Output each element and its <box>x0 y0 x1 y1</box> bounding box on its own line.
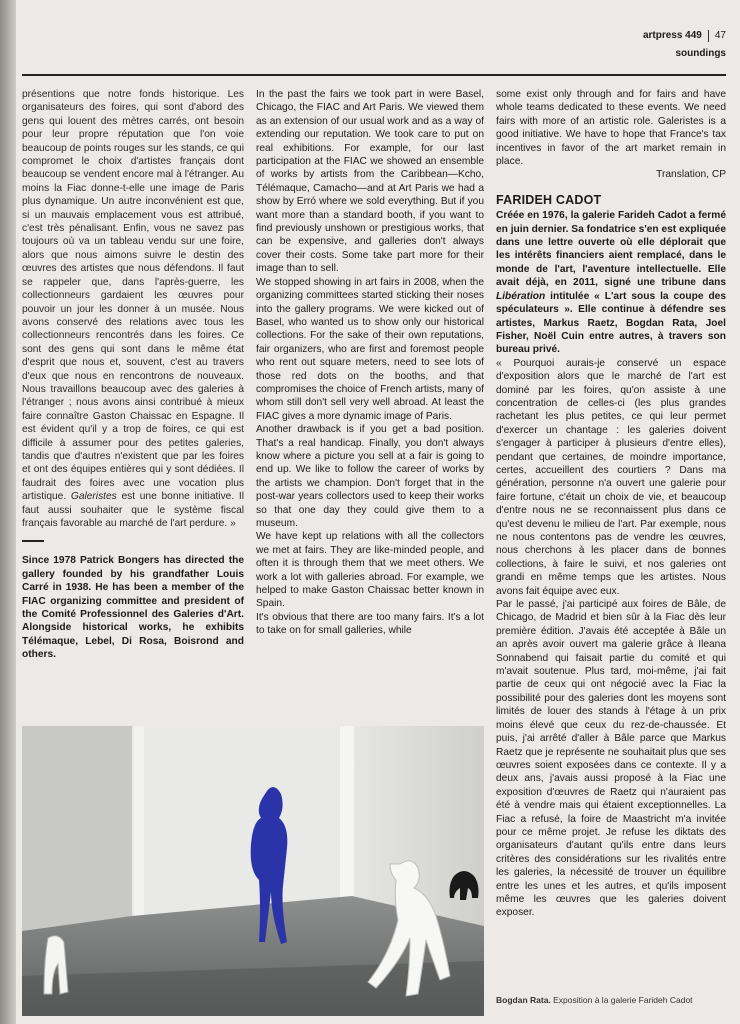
photo-caption <box>496 995 693 1005</box>
quote-paragraph-1: « Pourquoi aurais-je conservé un espace d'exposition alors que le marché de l'art est dominé par les foires, qu'on assiste à une concentration de celles-ci (les plus grandes rachetant les plus petites, ce qui leur permet d'exercer un chantage : les galeries doivent s'engager à participer à plusieurs d'entre elles), pendant que certaines, de moindre importance, certes, accueillent des courtiers ? Dans ma génération, personne n'a ouvert une galerie pour faire fortune, c'était un choix de vie, et beaucoup d'entre nous ne se reconnaissent plus dans ce qu'est devenu le milieu de l'art. Par exemple, nous ne nous contentons pas de vendre les œuvres, nous cherchons à les placer dans de bonnes collections, à faire le suivi, et nos galeries ont grandi en même temps que les artistes. Nous avons fait équipe avec eux. <box>496 357 726 597</box>
galeristes-italic: Galeristes <box>70 491 117 503</box>
caption-artist: Bogdan Rata. <box>496 995 551 1005</box>
back-wall <box>132 726 352 916</box>
header-divider <box>708 30 709 42</box>
bio-divider <box>22 540 44 542</box>
header-rule <box>22 74 726 76</box>
translation-credit: Translation, CP <box>656 169 726 181</box>
exhibition-photo-illustration <box>22 726 484 1016</box>
column-pillar <box>340 726 354 901</box>
author-bio: Since 1978 Patrick Bongers has directed the gallery founded by his grandfather Louis Carré in 1938. He has been a member of the FIAC organizing committee and president of the Comité Professionnel des Galeries d'Art. Alongside historical works, he exhibits Télémaque, Lebel, Di Rosa, Boisrond and others. <box>22 555 244 661</box>
column-left <box>22 88 244 662</box>
paragraph-4: We have kept up relations with all the collectors we met at fairs. They are like-minded people, and often it is through them that we meet others. We work a lot with galleries abroad. For example, we helped to make Gaston Chaissac better known in Spain. <box>256 531 484 610</box>
quote-paragraph-2: Par le passé, j'ai participé aux foires de Bâle, de Chicago, de Madrid et bien sûr à la Fiac dès leur première édition. J'avais été acceptée à Bâle un an après avoir ouvert ma galerie grâce à Ileana Sonnabend qui faisait partie du comité et qui m'avait soutenue. Plus tard, moi-même, j'ai fait partie de ceux qui ont négocié avec la Fiac la possibilité pour des galeries dont les moyens sont limités de louer des stands à l'étage à un prix moins élevé que ceux du rez-de-chaussée. Et puis, j'ai arrêté d'aller à Bâle parce que Markus Raetz que je représente ne souhaitait plus que ses œuvres soient exposées dans ce contexte. Il y a deux ans, j'avais aussi proposé à la Fiac une exposition d'œuvres de Raetz qui n'auraient pas été à vendre mais qui étaient exceptionnelles. La Fiac a refusé, la foire de Maastricht m'a invitée pour ce même projet. Je refuse les diktats des organisateurs d'autant qu'ils entre dans leurs critères des considérations sur les rivalités entre les galeries, la nécessité de trouver un équilibre entre les unes et les autres, et qu'ils imposent même les œuvres que les galeries doivent exposer. <box>496 599 726 919</box>
section-heading: FARIDEH CADOT <box>496 192 602 207</box>
paragraph-5: It's obvious that there are too many fairs. It's a lot to take on for small galleries, while <box>256 611 484 637</box>
paragraph-continued: some exist only through and for fairs and have whole teams dedicated to these events. We need fairs with more of an artistic role. Galeristes is a good initiative. We have to hope that France's tax incentives in favor of the art market remain in place. <box>496 89 726 168</box>
page-gutter-shadow <box>0 0 16 1024</box>
section-name: soundings <box>675 48 726 59</box>
column-middle <box>256 88 484 638</box>
french-text-end: est une bonne initiative. Il faut aussi souhaiter que le système fiscal français favorable au marché de l'art perdure. » <box>22 491 244 529</box>
caption-text: Exposition à la galerie Farideh Cadot <box>550 995 693 1005</box>
french-paragraph <box>22 88 244 530</box>
left-wall <box>22 726 132 931</box>
column-right <box>496 88 726 920</box>
paragraph-1: In the past the fairs we took part in were Basel, Chicago, the FIAC and Art Paris. We viewed them as an extension of our usual work and as a way of extending our reputation. We took care to put on real exhibitions. For example, for our last participation at the FIAC we showed an ensemble of works by artists from the Caribbean—Kcho, Télémaque, Camacho—and at Art Paris we had a show by Erró where we sold everything. But if you want more than a standard booth, if you want to find previously unshown or prestigious works, that can be expensive, and galleries don't always cover their costs. Some take part more for their image than to sell. <box>256 89 484 275</box>
left-pillar <box>134 726 144 916</box>
french-text: présentions que notre fonds historique. Les organisateurs des foires, qui sont d'abord des gens qui louent des mètres carrés, ont besoin pour leur propre réputation que l'on voie beaucoup de points rouges sur les stands, ce qui compromet le choix d'artistes français dont beaucoup se vendent encore mal à l'étranger. Au moins la Fiac donne-t-elle une image de Paris plus dynamique. Un autre inconvénient est que, si un mauvais emplacement vous est attribué, c'est très pénalisant. Enfin, vous ne savez pas toujours où va un tableau vendu sur une foire, alors que nous aimons suivre le destin des œuvres des artistes que nous défendons. Il faut se rappeler que, dans l'après-guerre, les collectionneurs gardaient les œuvres pour pouvoir un jour les donner à un musée. Nous avons conservé des relations avec tous les collectionneurs rencontrés dans les foires. Ce sont des gens qui sont dans le même état d'esprit que nous et, souvent, c'est au travers d'eux que nous en rencontrons de nouveaux. Nous travaillons beaucoup avec des galeries à l'étranger ; nous avons ainsi contribué à mieux faire connaître Gaston Chaissac en Espagne. Il est évident qu'il y a trop de foires, ce qui est difficile à assumer pour des petites galeries, tandis que d'autres n'existent que par les foires et ont des équipes entières qui y sont dédiées. Il faudrait des foires avec une vocation plus artistique. <box>22 89 244 503</box>
publication-name: artpress 449 <box>642 30 702 41</box>
exhibition-photo <box>22 726 484 1016</box>
lead-text-b: intitulée « L'art sous la coupe des spéculateurs ». Elle continue à défendre ses artistes, Markus Raetz, Bogdan Rata, Joel Fisher, Noël Cuin entre autres, à travers son bureau privé. <box>496 290 726 356</box>
page-number: 47 <box>714 30 726 41</box>
paragraph-2: We stopped showing in art fairs in 2008, when the organizing committees started sticking their noses into the gallery programs. We were kicked out of Basel, who wanted us to show only our historical collections. For the sake of their own reputations, fair organizers, who are first and foremost people who rent out square meters, need to see lots of those red dots on the booths, and that compromises the choice of French artists, many of whom still don't sell very well abroad. At least the FIAC gives a more dynamic image of Paris. <box>256 276 484 422</box>
lead-italic: Libération <box>496 290 546 302</box>
lead-text-a: Créée en 1976, la galerie Farideh Cadot a fermé en juin dernier. Sa fondatrice s'en est expliquée dans une lettre ouverte où elle déplorait que les intérêts financiers aient remplacé, dans le monde de l'art, l'aventure intellectuelle. Elle avait déjà, en 2011, signé une tribune dans <box>496 210 727 289</box>
paragraph-3: Another drawback is if you get a bad position. That's a real handicap. Finally, you don't always know where a picture you sell at a fair is going to end up. We like to follow the career of works by the artists we champion. Don't forget that in the post-war years collectors used to keep their works so that one day they could give them to a museum. <box>256 424 484 529</box>
page-header <box>643 30 726 60</box>
lead-paragraph <box>496 209 726 356</box>
